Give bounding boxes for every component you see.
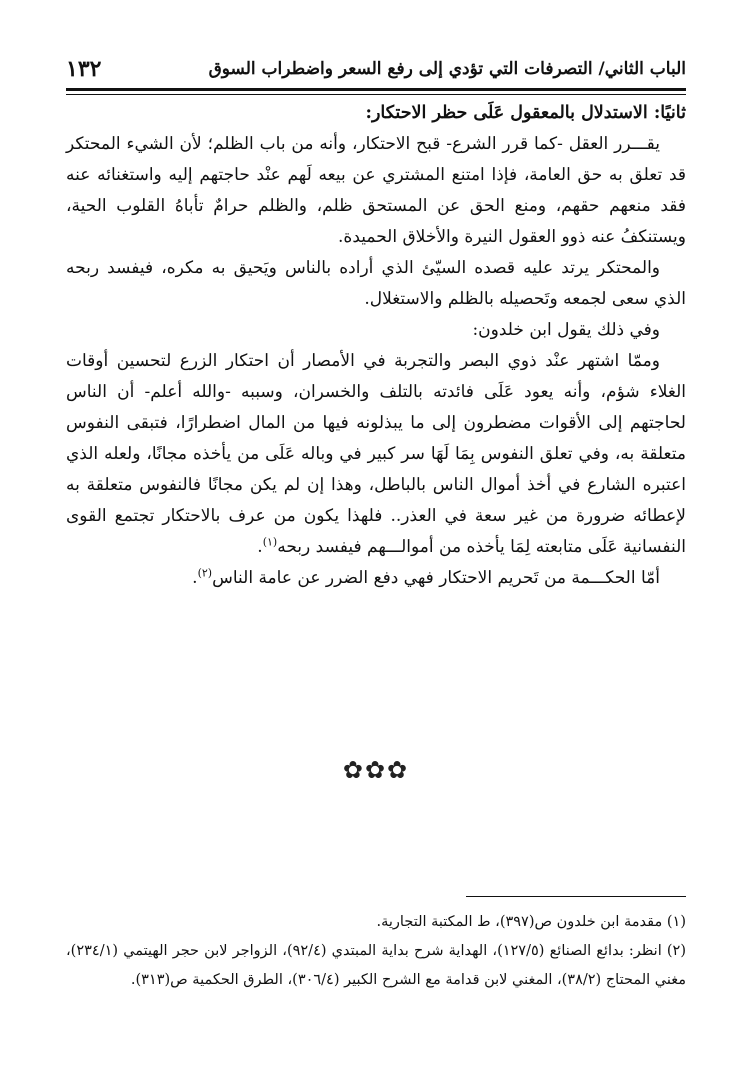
footnotes — [66, 908, 686, 995]
footnote-ref-2: (٢) — [197, 566, 213, 580]
section-divider-ornament: ✿✿✿ — [342, 756, 410, 784]
page-header — [66, 52, 686, 86]
quote-text: وممّا اشتهر عنْد ذوي البصر والتجربة في الأمصار أن احتكار الزرع لتحسين أوقات الغلاء شؤم، وأنه يعود عَلَى فائدته بالتلف والخسران، وسببه -والله أعلم- أن الناس لحاجتهم إلى الأقوات مضطرون إلى ما يبذلونه فيها من المال اضطرارًا، فتبقى النفوس متعلقة به، وفي تعلق النفوس بِمَا لَهَا سر كبير في وباله عَلَى من يأخذه مجانًا، ولعله الذي اعتبره الشارع في أخذ أموال الناس بالباطل، وهذا إن لم يكن مجانًا فالنفوس متعلقة به لإعطائه ضرورة من غير سعة في العذر.. فلهذا يكون من عرف بالاحتكار تجتمع القوى النفسانية عَلَى متابعته لِمَا يأخذه من أموالـــهم فيفسد ربحه — [66, 351, 686, 557]
paragraph-reason: يقـــرر العقل -كما قرر الشرع- قبح الاحتكار، وأنه من باب الظلم؛ لأن الشيء المحتكر قد تعلق به حق العامة، فإذا امتنع المشتري عن بيعه لَهم عنْد حاجتهم إليه واستغنائه عنه فقد منعهم حقهم، ومنع الحق عن المستحق ظلم، والظلم حرامٌ تأباهُ القلوب الحية، ويستنكفُ عنه ذوو العقول النيرة والأخلاق الحميدة. — [66, 134, 686, 247]
running-title: الباب الثاني/ التصرفات التي تؤدي إلى رفع السعر واضطراب السوق — [208, 59, 686, 79]
header-rule — [66, 88, 686, 95]
quote-paragraph: وممّا اشتهر عنْد ذوي البصر والتجربة في الأمصار أن احتكار الزرع لتحسين أوقات الغلاء شؤم، وأنه يعود عَلَى فائدته بالتلف والخسران، وسببه -والله أعلم- أن الناس لحاجتهم إلى الأقوات مضطرون إلى ما يبذلونه فيها من المال اضطرارًا، فتبقى النفوس متعلقة به، وفي تعلق النفوس بِمَا لَهَا سر كبير في وباله عَلَى من يأخذه مجانًا، ولعله الذي اعتبره الشارع في أخذ أموال الناس بالباطل، وهذا إن لم يكن مجانًا فالنفوس متعلقة به لإعطائه ضرورة من غير سعة في العذر.. فلهذا يكون من عرف بالاحتكار تجتمع القوى النفسانية عَلَى متابعته لِمَا يأخذه من أموالـــهم فيفسد ربحه$^{(١)}$. — [66, 351, 686, 557]
section-heading: ثانيًا: الاستدلال بالمعقول عَلَى حظر الاحتكار: — [365, 103, 686, 123]
page-number: ١٣٢ — [66, 56, 102, 82]
closing-paragraph: أمّا الحكـــمة من تَحريم الاحتكار فهي دفع الضرر عن عامة الناس$^{(٢)}$. — [192, 566, 660, 588]
paragraph-ibn-khaldun-intro: وفي ذلك يقول ابن خلدون: — [472, 320, 660, 340]
footnote-1: (١) مقدمة ابن خلدون ص(٣٩٧)، ط المكتبة التجارية. — [376, 914, 686, 930]
paragraph-monopolist: والمحتكر يرتد عليه قصده السيّئ الذي أراده بالناس ويَحيق به مكره، فيفسد ربحه الذي سعى لجمعه وتَحصيله بالظلم والاستغلال. — [66, 258, 686, 309]
closing-text: أمّا الحكـــمة من تَحريم الاحتكار فهي دفع الضرر عن عامة الناس — [212, 568, 660, 588]
footnote-rule — [466, 896, 686, 897]
footnote-ref-1: (١) — [262, 535, 278, 549]
body-text — [66, 98, 686, 594]
footnote-2: (٢) انظر: بدائع الصنائع (١٢٧/٥)، الهداية شرح بداية المبتدي (٩٢/٤)، الزواجر لابن حجر الهيتمي (٢٣٤/١)، مغني المحتاج (٣٨/٢)، المغني لابن قدامة مع الشرح الكبير (٣٠٦/٤)، الطرق الحكمية ص(٣١٣). — [66, 943, 687, 988]
